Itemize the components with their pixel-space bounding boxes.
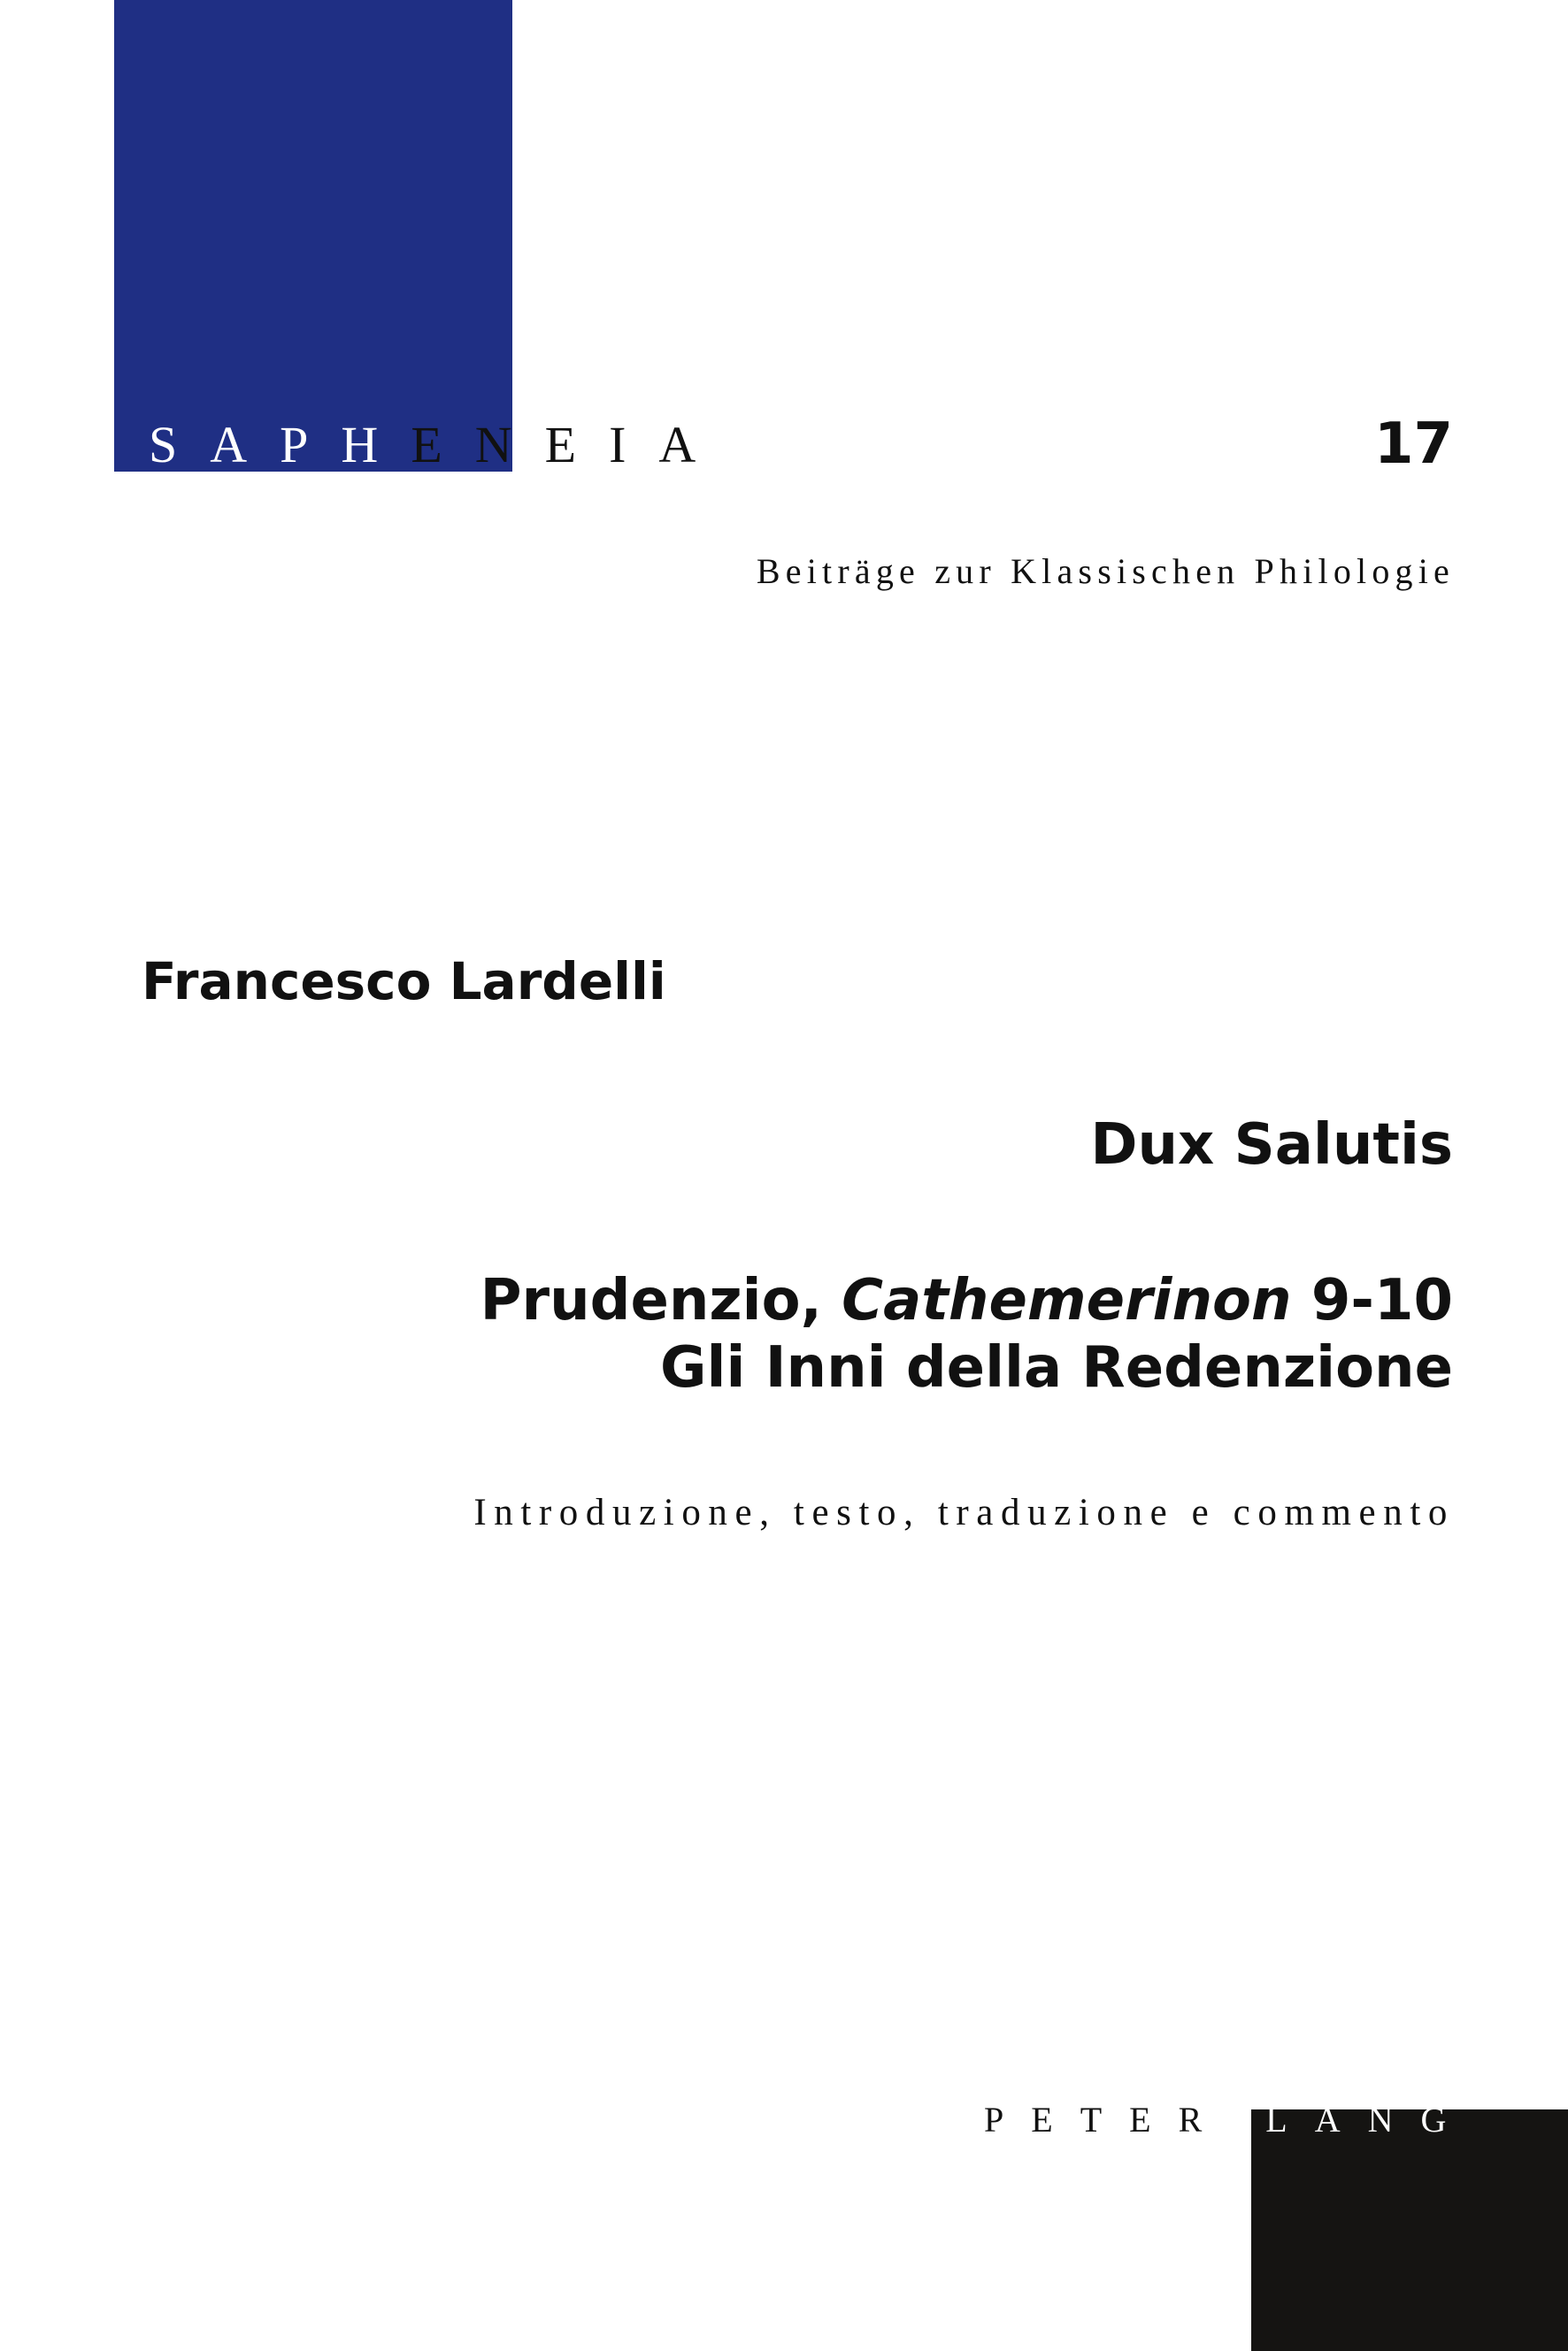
letter: H [341,416,411,473]
subtitle-work-title: Cathemerinon [842,1268,1292,1333]
book-title: Dux Salutis [1090,1112,1453,1178]
subtitle-author-part: Prudenzio, [480,1268,842,1333]
book-subtitle-line-2: Gli Inni della Redenzione [660,1335,1453,1401]
author-name: Francesco Lardelli [142,951,666,1011]
letter: G [1420,2100,1474,2140]
letter: L [1265,2100,1315,2140]
letter: P [280,416,342,473]
letter: A [210,416,281,473]
publisher-color-block [1251,2109,1568,2351]
letter: S [149,416,211,473]
letter: A [1314,2100,1368,2140]
letter: E [1031,2100,1080,2140]
letter: A [658,416,729,473]
letter: P [984,2100,1032,2140]
letter: E [411,416,475,473]
publisher-name [984,2102,1473,2138]
letter: I [609,416,659,473]
letter: N [474,416,545,473]
series-number: 17 [1373,411,1453,477]
book-description: Introduzione, testo, traduzione e commento [473,1492,1455,1533]
series-color-block [114,0,512,472]
subtitle-hymn-numbers: 9-10 [1291,1268,1453,1333]
series-name [149,416,729,473]
letter: R [1178,2100,1230,2140]
letter: E [544,416,610,473]
letter: T [1080,2100,1130,2140]
letter [1229,2100,1265,2140]
letter: N [1367,2100,1421,2140]
series-subtitle: Beiträge zur Klassischen Philologie [756,551,1455,591]
book-subtitle [480,1267,1453,1402]
book-subtitle-line-1 [480,1267,1453,1334]
letter: E [1129,2100,1179,2140]
